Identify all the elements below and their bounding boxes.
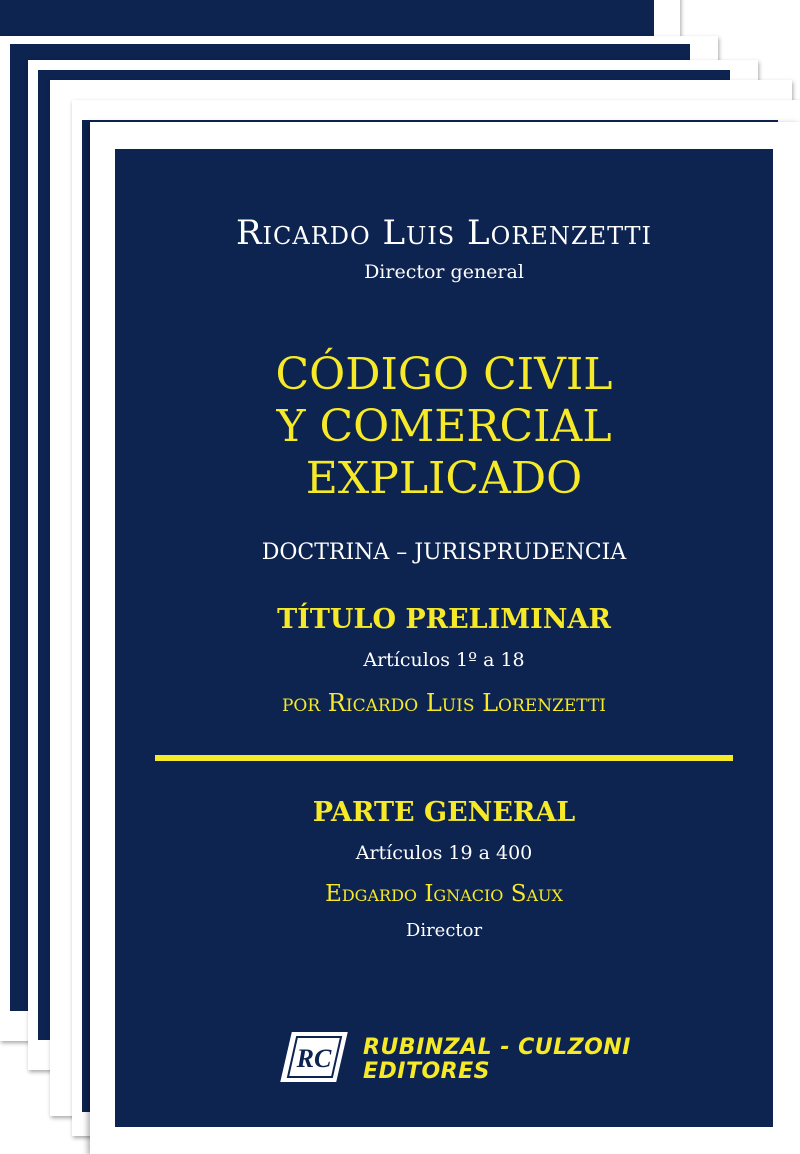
section-1-author: por Ricardo Luis Lorenzetti <box>281 689 606 717</box>
publisher-subname: EDITORES <box>363 1059 490 1084</box>
main-book <box>90 122 800 1154</box>
publisher-block <box>277 1029 631 1091</box>
cover-author-role: Director general <box>364 261 524 283</box>
book-subtitle: DOCTRINA – JURISPRUDENCIA <box>261 540 627 565</box>
cover-author: Ricardo Luis Lorenzetti <box>235 213 653 253</box>
publisher-logo <box>277 1029 351 1085</box>
section-1-title: TÍTULO PRELIMINAR <box>277 604 611 635</box>
publisher-name: RUBINZAL - CULZONI <box>363 1035 631 1060</box>
book-title-line: EXPLICADO <box>305 453 583 504</box>
book-title-line: CÓDIGO CIVIL <box>275 349 613 400</box>
section-2-role: Director <box>405 920 483 941</box>
yellow-divider <box>155 755 733 761</box>
book-title <box>115 349 773 505</box>
section-1-articles: Artículos 1º a 18 <box>363 649 525 671</box>
section-2-author: Edgardo Ignacio Saux <box>325 881 563 907</box>
section-2-articles: Artículos 19 a 400 <box>355 842 533 864</box>
book-cover <box>115 149 773 1127</box>
book-title-line: Y COMERCIAL <box>276 401 612 452</box>
section-2-title: PARTE GENERAL <box>312 797 576 828</box>
publisher-logo-letters: RC <box>296 1044 332 1073</box>
